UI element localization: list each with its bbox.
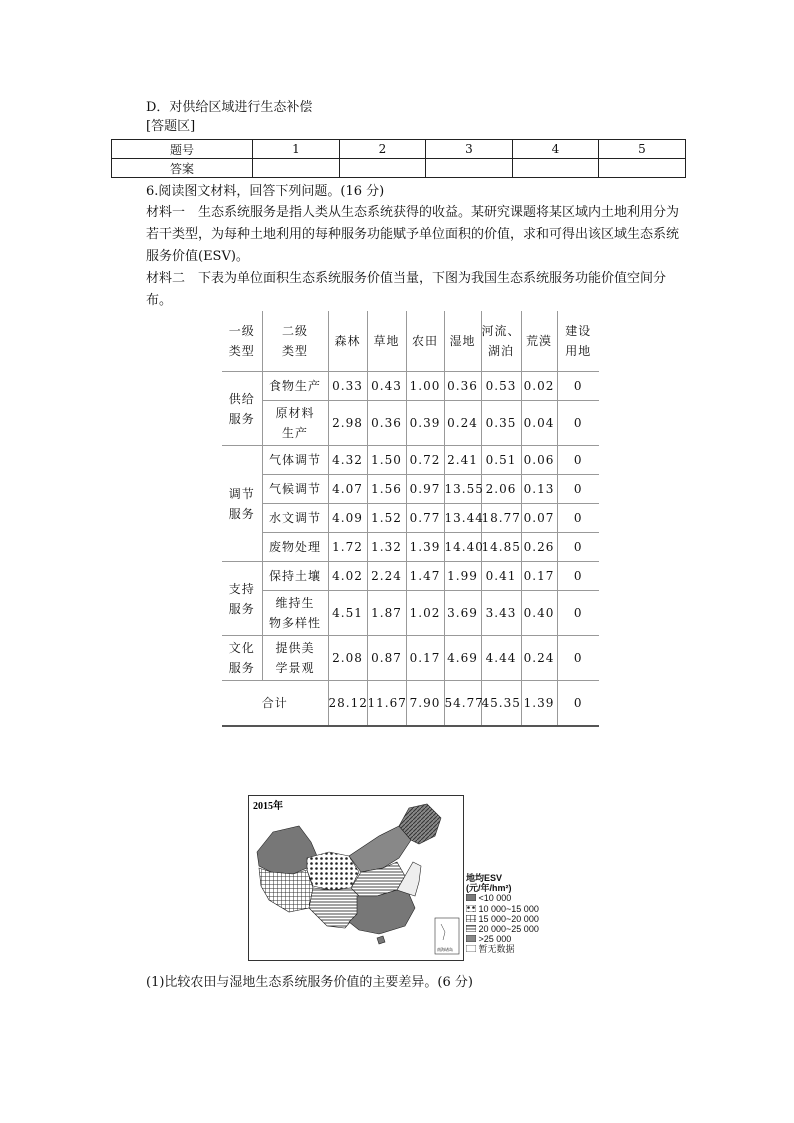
- answer-table: [111, 139, 686, 178]
- esv-value: 4.69: [444, 636, 481, 681]
- esv-value: 0.33: [328, 372, 367, 401]
- esv-map: [248, 795, 464, 961]
- map-legend-title: 地均ESV: [466, 873, 503, 883]
- esv-primary-type: 调节 服务: [222, 446, 262, 562]
- esv-value: 1.56: [367, 475, 406, 504]
- esv-primary-type: 支持 服务: [222, 562, 262, 636]
- esv-value: 0.77: [406, 504, 444, 533]
- esv-value: 0.17: [521, 562, 557, 591]
- esv-value: 3.43: [481, 591, 521, 636]
- esv-value: 0: [557, 636, 599, 681]
- esv-value: 0.53: [481, 372, 521, 401]
- esv-value: 1.32: [367, 533, 406, 562]
- esv-value: 0: [557, 372, 599, 401]
- esv-value: 4.09: [328, 504, 367, 533]
- esv-value: 0.43: [367, 372, 406, 401]
- esv-value: 4.02: [328, 562, 367, 591]
- esv-header-cell: 建设 用地: [557, 311, 599, 372]
- esv-row: [222, 591, 599, 636]
- esv-secondary-type: 原材料 生产: [262, 401, 328, 446]
- esv-value: 0: [557, 591, 599, 636]
- esv-row: [222, 504, 599, 533]
- esv-total-value: 45.35: [481, 681, 521, 727]
- esv-value: 14.85: [481, 533, 521, 562]
- esv-value: 0.72: [406, 446, 444, 475]
- legend-item-label: 20 000~25 000: [478, 924, 539, 935]
- material-2-text: 材料二 下表为单位面积生态系统服务价值当量，下图为我国生态系统服务功能价值空间分布。: [146, 271, 667, 308]
- legend-item-label: 10 000~15 000: [478, 903, 539, 914]
- esv-value: 0.26: [521, 533, 557, 562]
- esv-value: 0.97: [406, 475, 444, 504]
- material-1: [146, 202, 686, 268]
- legend-item-label: <10 000: [478, 893, 512, 904]
- esv-row: [222, 475, 599, 504]
- esv-value: 1.50: [367, 446, 406, 475]
- esv-header-cell: 二级 类型: [262, 311, 328, 372]
- esv-value: 0: [557, 504, 599, 533]
- esv-value: 4.51: [328, 591, 367, 636]
- esv-value: 1.72: [328, 533, 367, 562]
- map-legend-unit: (元/年/hm²): [466, 883, 512, 894]
- esv-value: 0: [557, 401, 599, 446]
- answer-header-cell: 5: [599, 140, 686, 159]
- esv-value: 0.04: [521, 401, 557, 446]
- esv-value: 1.02: [406, 591, 444, 636]
- option-d: D．对供给区域进行生态补偿: [146, 100, 313, 115]
- esv-row: [222, 401, 599, 446]
- legend-item: [466, 944, 539, 954]
- esv-value: 0.24: [444, 401, 481, 446]
- esv-primary-type: 文化 服务: [222, 636, 262, 681]
- esv-total-value: 54.77: [444, 681, 481, 727]
- esv-total-value: 28.12: [328, 681, 367, 727]
- esv-total-value: 7.90: [406, 681, 444, 727]
- answer-header-cell: 3: [426, 140, 513, 159]
- map-region-hainan: [377, 936, 385, 944]
- esv-value: 0: [557, 562, 599, 591]
- esv-value: 0.39: [406, 401, 444, 446]
- esv-total-label: 合计: [222, 681, 328, 727]
- esv-value: 0.51: [481, 446, 521, 475]
- answer-cell[interactable]: [426, 159, 513, 178]
- legend-item: [466, 893, 539, 903]
- material-1-text: 材料一 生态系统服务是指人类从生态系统获得的收益。某研究课题将某区域内土地利用分为若干类型，为每种土地利用的每种服务功能赋予单位面积的价值，求和可得出该区域生态系统服务价值(ESV)。: [146, 205, 680, 264]
- answer-header-cell: 题号: [112, 140, 253, 159]
- esv-value: 0.87: [367, 636, 406, 681]
- answer-header-cell: 1: [253, 140, 340, 159]
- esv-value: 4.32: [328, 446, 367, 475]
- esv-value: 0.07: [521, 504, 557, 533]
- esv-header-row: [222, 311, 599, 372]
- esv-row: [222, 533, 599, 562]
- esv-row: [222, 562, 599, 591]
- map-region-north: [349, 826, 411, 872]
- esv-total-value: 0: [557, 681, 599, 727]
- map-region-south: [349, 890, 415, 934]
- esv-row: [222, 636, 599, 681]
- answer-cell[interactable]: [599, 159, 686, 178]
- esv-secondary-type: 气候调节: [262, 475, 328, 504]
- esv-secondary-type: 提供美 学景观: [262, 636, 328, 681]
- legend-item: [466, 904, 539, 914]
- esv-value: 1.87: [367, 591, 406, 636]
- esv-value: 1.39: [406, 533, 444, 562]
- esv-value: 2.98: [328, 401, 367, 446]
- legend-item: [466, 924, 539, 934]
- map-region-tibet: [259, 868, 313, 912]
- esv-value: 0.35: [481, 401, 521, 446]
- esv-secondary-type: 食物生产: [262, 372, 328, 401]
- map-legend: [466, 873, 539, 955]
- esv-value: 2.06: [481, 475, 521, 504]
- answer-header-cell: 4: [513, 140, 599, 159]
- esv-value: 1.47: [406, 562, 444, 591]
- esv-value: 2.08: [328, 636, 367, 681]
- legend-item-label: 15 000~20 000: [478, 913, 539, 924]
- esv-row: [222, 446, 599, 475]
- esv-secondary-type: 废物处理: [262, 533, 328, 562]
- answer-cell[interactable]: [513, 159, 599, 178]
- esv-value: 0: [557, 533, 599, 562]
- esv-secondary-type: 水文调节: [262, 504, 328, 533]
- esv-header-cell: 湿地: [444, 311, 481, 372]
- map-inset-label: 南海诸岛: [437, 947, 453, 952]
- esv-total-row: [222, 681, 599, 727]
- esv-value: 13.44: [444, 504, 481, 533]
- esv-table: [222, 311, 599, 727]
- esv-secondary-type: 维持生 物多样性: [262, 591, 328, 636]
- esv-value: 14.40: [444, 533, 481, 562]
- answer-row-label: 答案: [112, 159, 253, 178]
- esv-value: 0.41: [481, 562, 521, 591]
- esv-header-cell: 荒漠: [521, 311, 557, 372]
- esv-value: 0.13: [521, 475, 557, 504]
- esv-value: 3.69: [444, 591, 481, 636]
- esv-primary-type: 供给 服务: [222, 372, 262, 446]
- esv-value: 0.02: [521, 372, 557, 401]
- esv-value: 0: [557, 446, 599, 475]
- esv-value: 1.00: [406, 372, 444, 401]
- esv-value: 0.36: [367, 401, 406, 446]
- esv-value: 0: [557, 475, 599, 504]
- esv-total-value: 1.39: [521, 681, 557, 727]
- esv-header-cell: 草地: [367, 311, 406, 372]
- esv-value: 18.77: [481, 504, 521, 533]
- legend-item-label: >25 000: [478, 934, 512, 945]
- esv-value: 1.99: [444, 562, 481, 591]
- esv-value: 0.24: [521, 636, 557, 681]
- legend-item-label: 暂无数据: [478, 944, 515, 955]
- map-year: 2015年: [253, 801, 283, 812]
- answer-cell[interactable]: [340, 159, 426, 178]
- esv-value: 0.40: [521, 591, 557, 636]
- answer-header-cell: 2: [340, 140, 426, 159]
- esv-value: 2.41: [444, 446, 481, 475]
- esv-row: [222, 372, 599, 401]
- esv-total-value: 11.67: [367, 681, 406, 727]
- esv-value: 1.52: [367, 504, 406, 533]
- esv-value: 13.55: [444, 475, 481, 504]
- esv-header-cell: 农田: [406, 311, 444, 372]
- esv-value: 4.07: [328, 475, 367, 504]
- esv-value: 0.06: [521, 446, 557, 475]
- legend-item: [466, 934, 539, 944]
- legend-item: [466, 914, 539, 924]
- esv-value: 2.24: [367, 562, 406, 591]
- esv-value: 0.36: [444, 372, 481, 401]
- esv-secondary-type: 保持土壤: [262, 562, 328, 591]
- question-6-title: 6.阅读图文材料，回答下列问题。(16 分): [146, 184, 385, 199]
- material-2: [146, 268, 686, 312]
- esv-header-cell: 一级 类型: [222, 311, 262, 372]
- answer-cell[interactable]: [253, 159, 340, 178]
- esv-value: 4.44: [481, 636, 521, 681]
- esv-secondary-type: 气体调节: [262, 446, 328, 475]
- esv-header-cell: 河流、 湖泊: [481, 311, 521, 372]
- question-6-1: (1)比较农田与湿地生态系统服务价值的主要差异。(6 分): [146, 975, 473, 990]
- answer-area-label: [答题区]: [146, 119, 196, 134]
- esv-value: 0.17: [406, 636, 444, 681]
- esv-header-cell: 森林: [328, 311, 367, 372]
